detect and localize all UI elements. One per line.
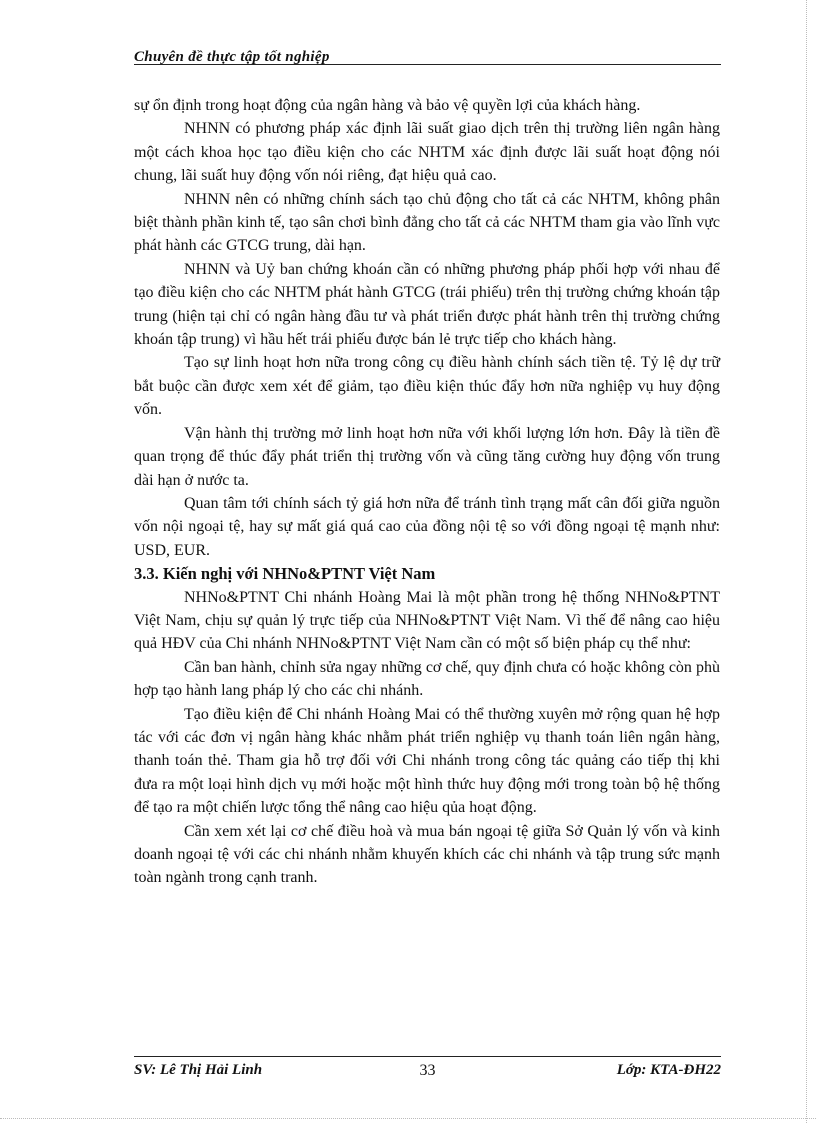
paragraph: Tạo sự linh hoạt hơn nữa trong công cụ điều hành chính sách tiền tệ. Tỷ lệ dự trữ bắt buộc cần được xem xét để giảm, tạo điều kiện thúc đẩy hơn nữa nghiệp vụ huy động vốn. bbox=[134, 354, 720, 419]
page-header-title: Chuyên đề thực tập tốt nghiệp bbox=[134, 49, 330, 65]
section-heading: 3.3. Kiến nghị với NHNo&PTNT Việt Nam bbox=[134, 564, 436, 584]
paragraph: Quan tâm tới chính sách tỷ giá hơn nữa để tránh tình trạng mất cân đối giữa nguồn vốn nội ngoại tệ, hay sự mất giá quá cao của đồng nội tệ so với đồng ngoại tệ mạnh như: USD, EUR. bbox=[134, 494, 720, 559]
document-body bbox=[134, 94, 720, 890]
paragraph: NHNN có phương pháp xác định lãi suất giao dịch trên thị trường liên ngân hàng một cách khoa học tạo điều kiện cho các NHTM xác định được lãi suất hoạt động nói chung, lãi suất huy động vốn nói riêng, đạt hiệu quả cao. bbox=[134, 120, 720, 185]
footer-author: SV: Lê Thị Hải Linh bbox=[134, 1062, 263, 1078]
paragraph: NHNo&PTNT Chi nhánh Hoàng Mai là một phần trong hệ thống NHNo&PTNT Việt Nam, chịu sự quản lý trực tiếp của NHNo&PTNT Việt Nam. Vì thế để nâng cao hiệu quả HĐV của Chi nhánh NHNo&PTNT Việt Nam cần có một số biện pháp cụ thể như: bbox=[134, 588, 720, 653]
page-edge-right bbox=[806, 0, 807, 1123]
header-divider bbox=[134, 64, 721, 65]
footer-divider bbox=[134, 1056, 721, 1057]
paragraph: Cần xem xét lại cơ chế điều hoà và mua bán ngoại tệ giữa Sở Quản lý vốn và kinh doanh ngoại tệ với các chi nhánh nhằm khuyến khích các chi nhánh và tập trung sức mạnh toàn ngành trong cạnh tranh. bbox=[134, 822, 720, 887]
paragraph: Cần ban hành, chỉnh sửa ngay những cơ chế, quy định chưa có hoặc không còn phù hợp tạo hành lang pháp lý cho các chi nhánh. bbox=[134, 658, 720, 700]
paragraph: sự ổn định trong hoạt động của ngân hàng và bảo vệ quyền lợi của khách hàng. bbox=[134, 97, 641, 114]
page-edge-bottom bbox=[0, 1118, 816, 1119]
paragraph: Vận hành thị trường mở linh hoạt hơn nữa với khối lượng lớn hơn. Đây là tiền đề quan trọng để thúc đẩy phát triển thị trường vốn và cũng tăng cường huy động vốn trung dài hạn ở nước ta. bbox=[134, 424, 720, 489]
page-number: 33 bbox=[419, 1062, 436, 1079]
footer-class: Lớp: KTA-ĐH22 bbox=[616, 1062, 721, 1078]
paragraph: Tạo điều kiện để Chi nhánh Hoàng Mai có thể thường xuyên mở rộng quan hệ hợp tác với các đơn vị ngân hàng khác nhằm phát triển nghiệp vụ thanh toán liên ngân hàng, thanh toán thẻ. Tham gia hỗ trợ đối với Chi nhánh trong công tác quảng cáo tiếp thị khi đưa ra một loại hình dịch vụ mới hoặc một hình thức huy động mới trong toàn bộ hệ thống để tạo ra một chiến lược tổng thể nâng cao hiệu qủa hoạt động. bbox=[134, 705, 720, 817]
paragraph: NHNN nên có những chính sách tạo chủ động cho tất cả các NHTM, không phân biệt thành phần kinh tế, tạo sân chơi bình đẳng cho tất cả các NHTM tham gia vào lĩnh vực phát hành các GTCG trung, dài hạn. bbox=[134, 190, 720, 255]
paragraph: NHNN và Uỷ ban chứng khoán cần có những phương pháp phối hợp với nhau để tạo điều kiện cho các NHTM phát hành GTCG (trái phiếu) trên thị trường chứng khoán tập trung (hiện tại chỉ có ngân hàng đầu tư và phát triển được phát hành trên thị trường chứng khoán tập trung) vì hầu hết trái phiếu được bán lẻ trực tiếp cho khách hàng. bbox=[134, 260, 720, 349]
